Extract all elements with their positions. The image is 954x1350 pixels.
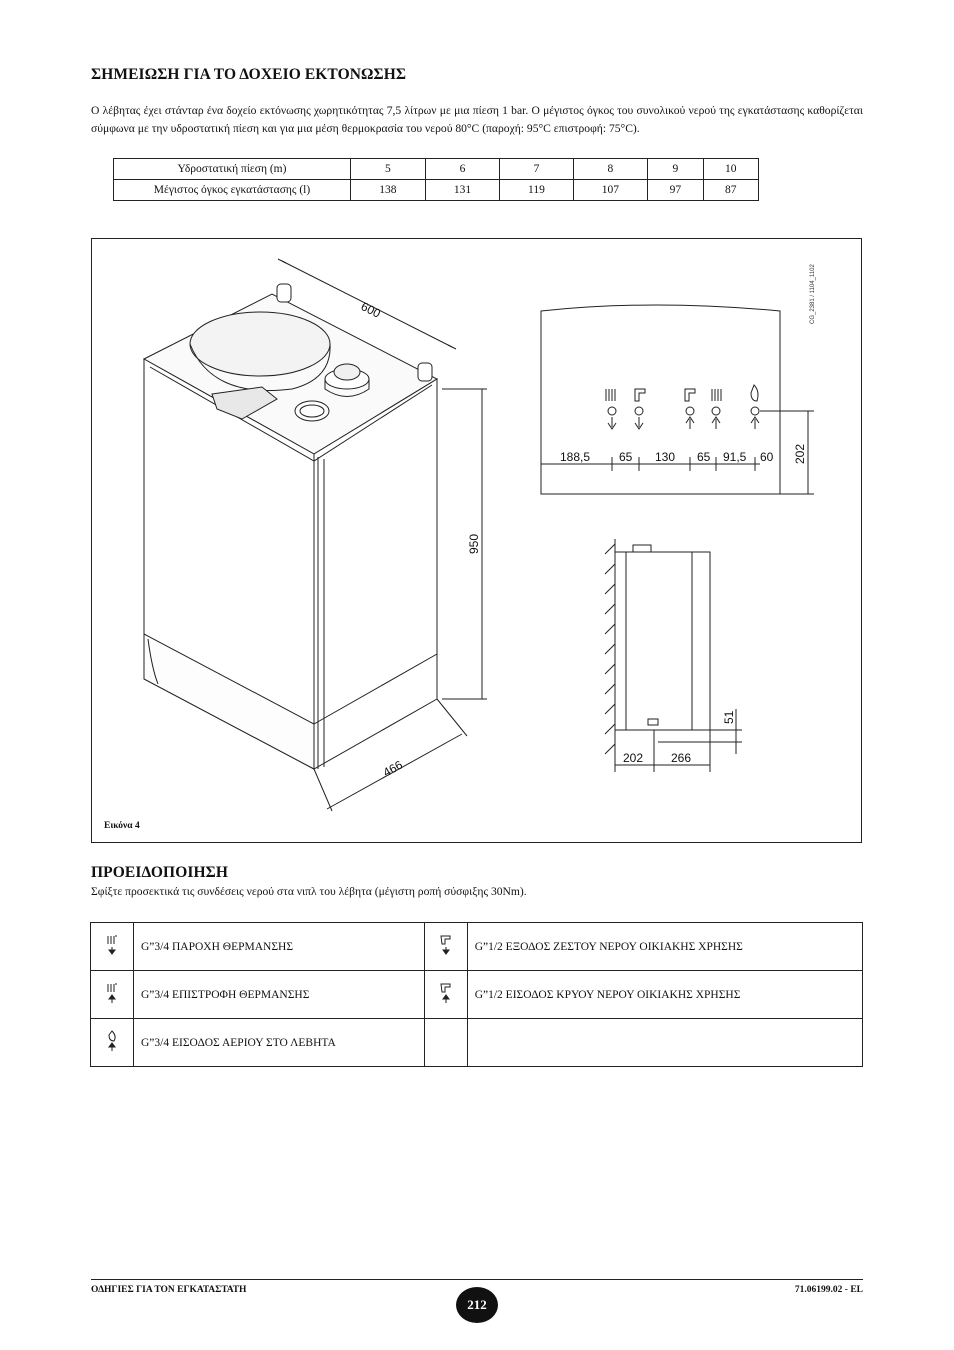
empty-icon-cell bbox=[424, 1019, 467, 1067]
page-number-badge: 212 bbox=[456, 1287, 498, 1323]
warning-paragraph: Σφίξτε προσεκτικά τις συνδέσεις νερού στα νιπλ του λέβητα (μέγιστη ροπή σύσφιξης 30Nm). bbox=[91, 885, 527, 898]
table-cell: 131 bbox=[425, 180, 500, 201]
footer-title: ΟΔΗΓΙΕΣ ΓΙΑ ΤΟΝ ΕΓΚΑΤΑΣΤΑΤΗ bbox=[91, 1285, 247, 1295]
icon-cell bbox=[91, 1019, 134, 1067]
table-cell: 6 bbox=[425, 159, 500, 180]
dim-depth-label: 466 bbox=[380, 757, 405, 780]
dim-front-1: 188,5 bbox=[560, 450, 591, 464]
dim-front-5: 91,5 bbox=[723, 450, 747, 464]
figure-caption: Εικόνα 4 bbox=[104, 821, 140, 831]
table-cell: 9 bbox=[648, 159, 703, 180]
table-row bbox=[114, 159, 759, 180]
connection-label: G”3/4 ΠΑΡΟΧΗ ΘΕΡΜΑΝΣΗΣ bbox=[134, 923, 425, 971]
table-row bbox=[91, 923, 863, 971]
tap-down-icon bbox=[439, 934, 453, 956]
boiler-dimensions-figure bbox=[91, 238, 862, 843]
dim-side-1: 202 bbox=[623, 751, 644, 765]
dim-side-height: 51 bbox=[722, 710, 736, 724]
document-code: 71.06199.02 - EL bbox=[794, 1285, 863, 1295]
empty-label-cell bbox=[467, 1019, 862, 1067]
radiator-down-icon bbox=[105, 934, 119, 956]
table-cell: 138 bbox=[351, 180, 426, 201]
dim-height-label: 950 bbox=[467, 533, 481, 554]
table-row bbox=[91, 971, 863, 1019]
section-title-warning: ΠΡΟΕΙΔΟΠΟΙΗΣΗ bbox=[91, 864, 229, 881]
radiator-up-icon bbox=[105, 982, 119, 1004]
tap-up-icon bbox=[439, 982, 453, 1004]
dim-front-2: 65 bbox=[619, 450, 633, 464]
pressure-volume-table bbox=[113, 158, 759, 201]
table-cell: 107 bbox=[573, 180, 648, 201]
flame-up-icon bbox=[105, 1030, 119, 1052]
icon-cell bbox=[424, 923, 467, 971]
connection-label: G”1/2 ΕΙΣΟΔΟΣ ΚΡΥΟΥ ΝΕΡΟΥ ΟΙΚΙΑΚΗΣ ΧΡΗΣΗΣ bbox=[467, 971, 862, 1019]
connection-label: G”3/4 ΕΙΣΟΔΟΣ ΑΕΡΙΟΥ ΣΤΟ ΛΕΒΗΤΑ bbox=[134, 1019, 425, 1067]
dim-front-4: 65 bbox=[697, 450, 711, 464]
boiler-drawing bbox=[92, 239, 863, 844]
connections-table bbox=[90, 922, 863, 1067]
table-row bbox=[91, 1019, 863, 1067]
dim-side-2: 266 bbox=[671, 751, 692, 765]
table-row bbox=[114, 180, 759, 201]
boiler-isometric bbox=[144, 259, 487, 811]
table-cell: 8 bbox=[573, 159, 648, 180]
side-view bbox=[605, 539, 742, 772]
section-title-expansion-tank: ΣΗΜΕΙΩΣΗ ΓΙΑ ΤΟ ΔΟΧΕΙΟ ΕΚΤΟΝΩΣΗΣ bbox=[91, 66, 407, 83]
table-cell: 5 bbox=[351, 159, 426, 180]
icon-cell bbox=[91, 971, 134, 1019]
table-cell: 10 bbox=[703, 159, 758, 180]
footer-divider bbox=[91, 1279, 863, 1280]
icon-cell bbox=[91, 923, 134, 971]
dim-front-6: 60 bbox=[760, 450, 774, 464]
front-view bbox=[541, 264, 816, 494]
row-label-pressure: Υδροστατική πίεση (m) bbox=[114, 159, 351, 180]
icon-cell bbox=[424, 971, 467, 1019]
table-cell: 87 bbox=[703, 180, 758, 201]
connection-label: G”1/2 ΕΞΟΔΟΣ ΖΕΣΤΟΥ ΝΕΡΟΥ ΟΙΚΙΑΚΗΣ ΧΡΗΣΗΣ bbox=[467, 923, 862, 971]
connection-label: G”3/4 ΕΠΙΣΤΡΟΦΗ ΘΕΡΜΑΝΣΗΣ bbox=[134, 971, 425, 1019]
table-cell: 119 bbox=[500, 180, 573, 201]
dim-front-3: 130 bbox=[655, 450, 676, 464]
table-cell: 7 bbox=[500, 159, 573, 180]
table-cell: 97 bbox=[648, 180, 703, 201]
row-label-volume: Μέγιστος όγκος εγκατάστασης (l) bbox=[114, 180, 351, 201]
expansion-tank-paragraph: Ο λέβητας έχει στάνταρ ένα δοχείο εκτόνωσης χωρητικότητας 7,5 λίτρων με μια πίεση 1 bar. Ο μέγιστος όγκος του συνολικού νερού της εγκατάστασης καθορίζεται σύμφωνα με την υδροστατική πίεση και για μια μέση θερμοκρασία του νερού 80°C (παροχή: 95°C επιστροφή: 75°C). bbox=[91, 104, 863, 135]
dim-width-label: 600 bbox=[358, 299, 383, 321]
dim-front-height: 202 bbox=[793, 443, 807, 464]
drawing-code: CG_2381 / 1104_1102 bbox=[810, 264, 816, 324]
